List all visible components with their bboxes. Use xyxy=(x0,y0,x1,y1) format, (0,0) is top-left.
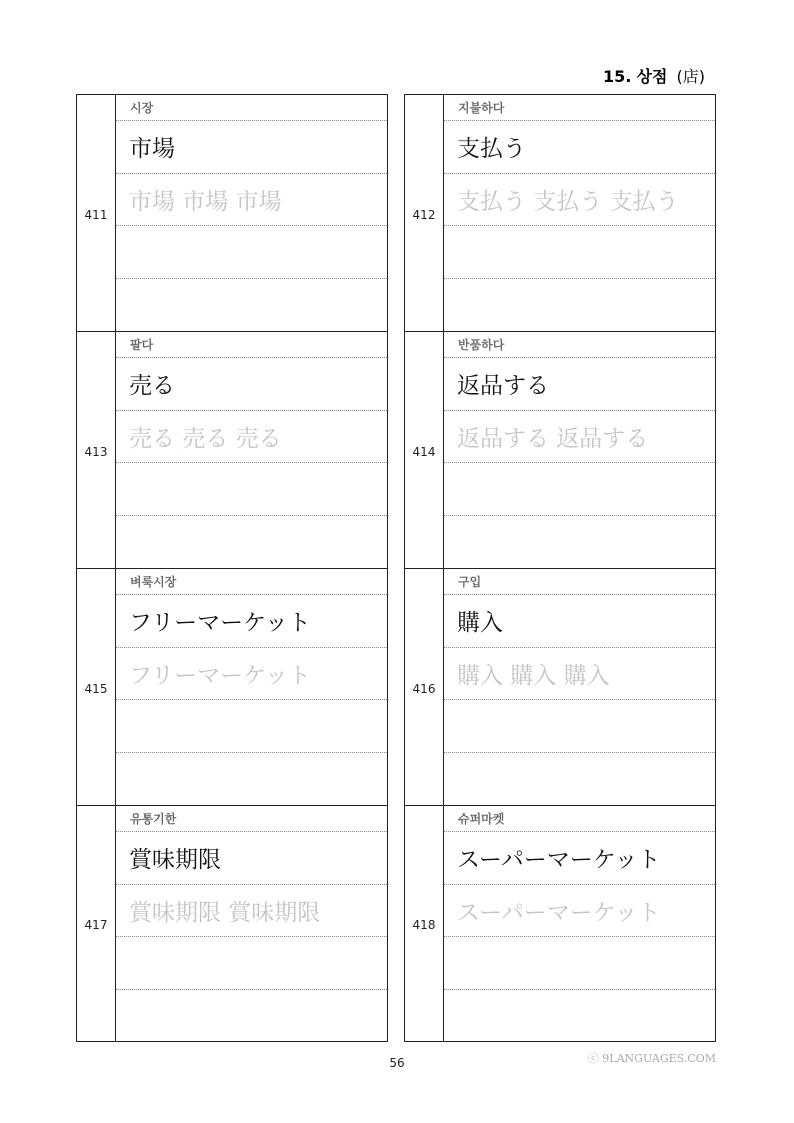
card-number: 415 xyxy=(77,569,116,805)
vocab-card xyxy=(76,568,388,805)
card-number: 413 xyxy=(77,332,116,568)
trace-practice-row: 賞味期限 賞味期限 xyxy=(116,885,387,938)
vocab-card xyxy=(76,331,388,568)
trace-practice-row: スーパーマーケット xyxy=(444,885,715,938)
korean-label: 팔다 xyxy=(116,332,387,358)
japanese-word: 返品する xyxy=(444,358,715,411)
blank-writing-row xyxy=(116,279,387,332)
blank-writing-row xyxy=(116,990,387,1043)
japanese-word: 売る xyxy=(116,358,387,411)
vocab-card xyxy=(404,331,716,568)
card-number: 418 xyxy=(405,806,444,1041)
left-column xyxy=(76,94,388,1042)
vocab-card xyxy=(404,805,716,1042)
card-number: 414 xyxy=(405,332,444,568)
section-title-korean: 상점 xyxy=(636,67,668,86)
card-content xyxy=(444,806,715,1041)
trace-practice-row: 市場 市場 市場 xyxy=(116,174,387,227)
card-content xyxy=(116,95,387,331)
japanese-word: スーパーマーケット xyxy=(444,832,715,885)
card-number: 416 xyxy=(405,569,444,805)
korean-label: 지불하다 xyxy=(444,95,715,121)
trace-practice-row: 売る 売る 売る xyxy=(116,411,387,464)
copyright-notice: ⓒ 9LANGUAGES.COM xyxy=(587,1052,716,1065)
blank-writing-row xyxy=(116,463,387,516)
japanese-word: フリーマーケット xyxy=(116,595,387,648)
card-content xyxy=(444,332,715,568)
blank-writing-row xyxy=(444,990,715,1043)
blank-writing-row xyxy=(116,226,387,279)
section-number: 15. xyxy=(603,67,632,86)
japanese-word: 市場 xyxy=(116,121,387,174)
japanese-word: 支払う xyxy=(444,121,715,174)
korean-label: 벼룩시장 xyxy=(116,569,387,595)
trace-practice-row: 支払う 支払う 支払う xyxy=(444,174,715,227)
section-title xyxy=(603,64,705,87)
card-number: 411 xyxy=(77,95,116,331)
vocab-card xyxy=(76,805,388,1042)
trace-practice-row: 返品する 返品する xyxy=(444,411,715,464)
blank-writing-row xyxy=(444,753,715,806)
page-number: 56 xyxy=(389,1056,405,1070)
korean-label: 슈퍼마켓 xyxy=(444,806,715,832)
card-number: 417 xyxy=(77,806,116,1041)
blank-writing-row xyxy=(116,700,387,753)
japanese-word: 購入 xyxy=(444,595,715,648)
card-content xyxy=(116,569,387,805)
korean-label: 시장 xyxy=(116,95,387,121)
right-column xyxy=(404,94,716,1042)
card-content xyxy=(444,569,715,805)
blank-writing-row xyxy=(444,463,715,516)
card-content xyxy=(116,332,387,568)
blank-writing-row xyxy=(444,700,715,753)
blank-writing-row xyxy=(116,753,387,806)
korean-label: 구입 xyxy=(444,569,715,595)
trace-practice-row: 購入 購入 購入 xyxy=(444,648,715,701)
blank-writing-row xyxy=(444,279,715,332)
blank-writing-row xyxy=(116,937,387,990)
blank-writing-row xyxy=(444,516,715,569)
card-content xyxy=(116,806,387,1041)
korean-label: 반품하다 xyxy=(444,332,715,358)
blank-writing-row xyxy=(444,226,715,279)
vocab-card xyxy=(404,568,716,805)
vocab-card xyxy=(404,94,716,331)
korean-label: 유통기한 xyxy=(116,806,387,832)
vocab-card xyxy=(76,94,388,331)
card-content xyxy=(444,95,715,331)
blank-writing-row xyxy=(116,516,387,569)
trace-practice-row: フリーマーケット xyxy=(116,648,387,701)
section-title-japanese: (店) xyxy=(676,67,705,86)
card-number: 412 xyxy=(405,95,444,331)
japanese-word: 賞味期限 xyxy=(116,832,387,885)
blank-writing-row xyxy=(444,937,715,990)
